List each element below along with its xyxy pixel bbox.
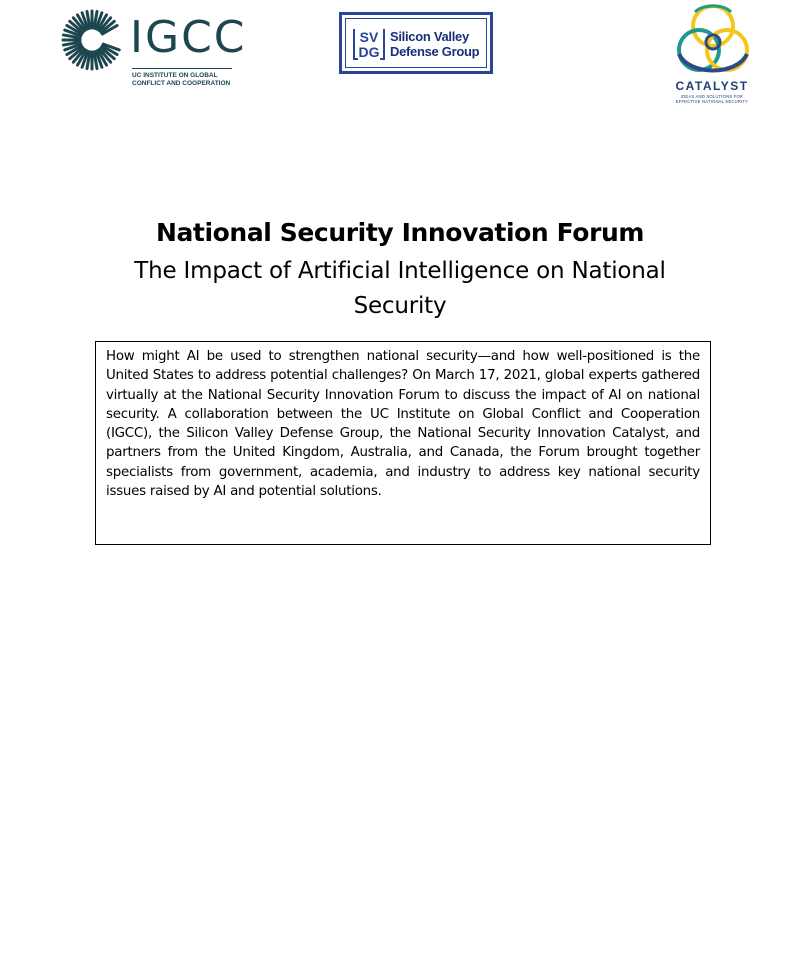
igcc-logo <box>58 6 247 90</box>
igcc-sunburst-icon <box>60 8 124 72</box>
catalyst-wordmark: CATALYST <box>675 79 749 93</box>
igcc-wordmark: IGCC <box>130 12 247 63</box>
igcc-subtitle-line: UC INSTITUTE ON GLOBAL <box>132 72 218 79</box>
catalyst-tagline-line: EFFECTIVE NATIONAL SECURITY <box>675 99 749 104</box>
document-subtitle: The Impact of Artificial Intelligence on National Security <box>134 258 666 319</box>
svdg-mark-top: SV <box>359 29 379 45</box>
abstract-box <box>95 341 711 545</box>
catalyst-tagline-line: IDEAS AND SOLUTIONS FOR <box>680 94 744 99</box>
igcc-divider <box>132 68 232 69</box>
igcc-subtitle <box>132 72 230 88</box>
document-title: National Security Innovation Forum <box>155 218 645 247</box>
svdg-monogram-icon <box>352 27 386 61</box>
svdg-mark-bottom: DG <box>358 44 380 60</box>
svdg-name-line: Defense Group <box>390 44 480 59</box>
catalyst-logo <box>666 0 760 108</box>
igcc-subtitle-line: CONFLICT AND COOPERATION <box>132 80 231 87</box>
svdg-name-line: Silicon Valley <box>390 29 469 44</box>
catalyst-tagline <box>666 94 758 104</box>
catalyst-triquetra-icon <box>669 0 757 80</box>
svdg-logo <box>339 12 493 74</box>
abstract-text: How might AI be used to strengthen national security—and how well-positioned is the United States to address potential challenges? On March 17, 2021, global experts gathered virtually at the National Security Innovation Forum to discuss the impact of AI on national security. A collaboration between the UC Institute on Global Conflict and Cooperation (IGCC), the Silicon Valley Defense Group, the National Security Innovation Catalyst, and partners from the United Kingdom, Australia, and Canada, the Forum brought together specialists from government, academia, and industry to address key national security issues raised by AI and potential solutions. <box>106 349 700 500</box>
svdg-name <box>390 29 479 59</box>
